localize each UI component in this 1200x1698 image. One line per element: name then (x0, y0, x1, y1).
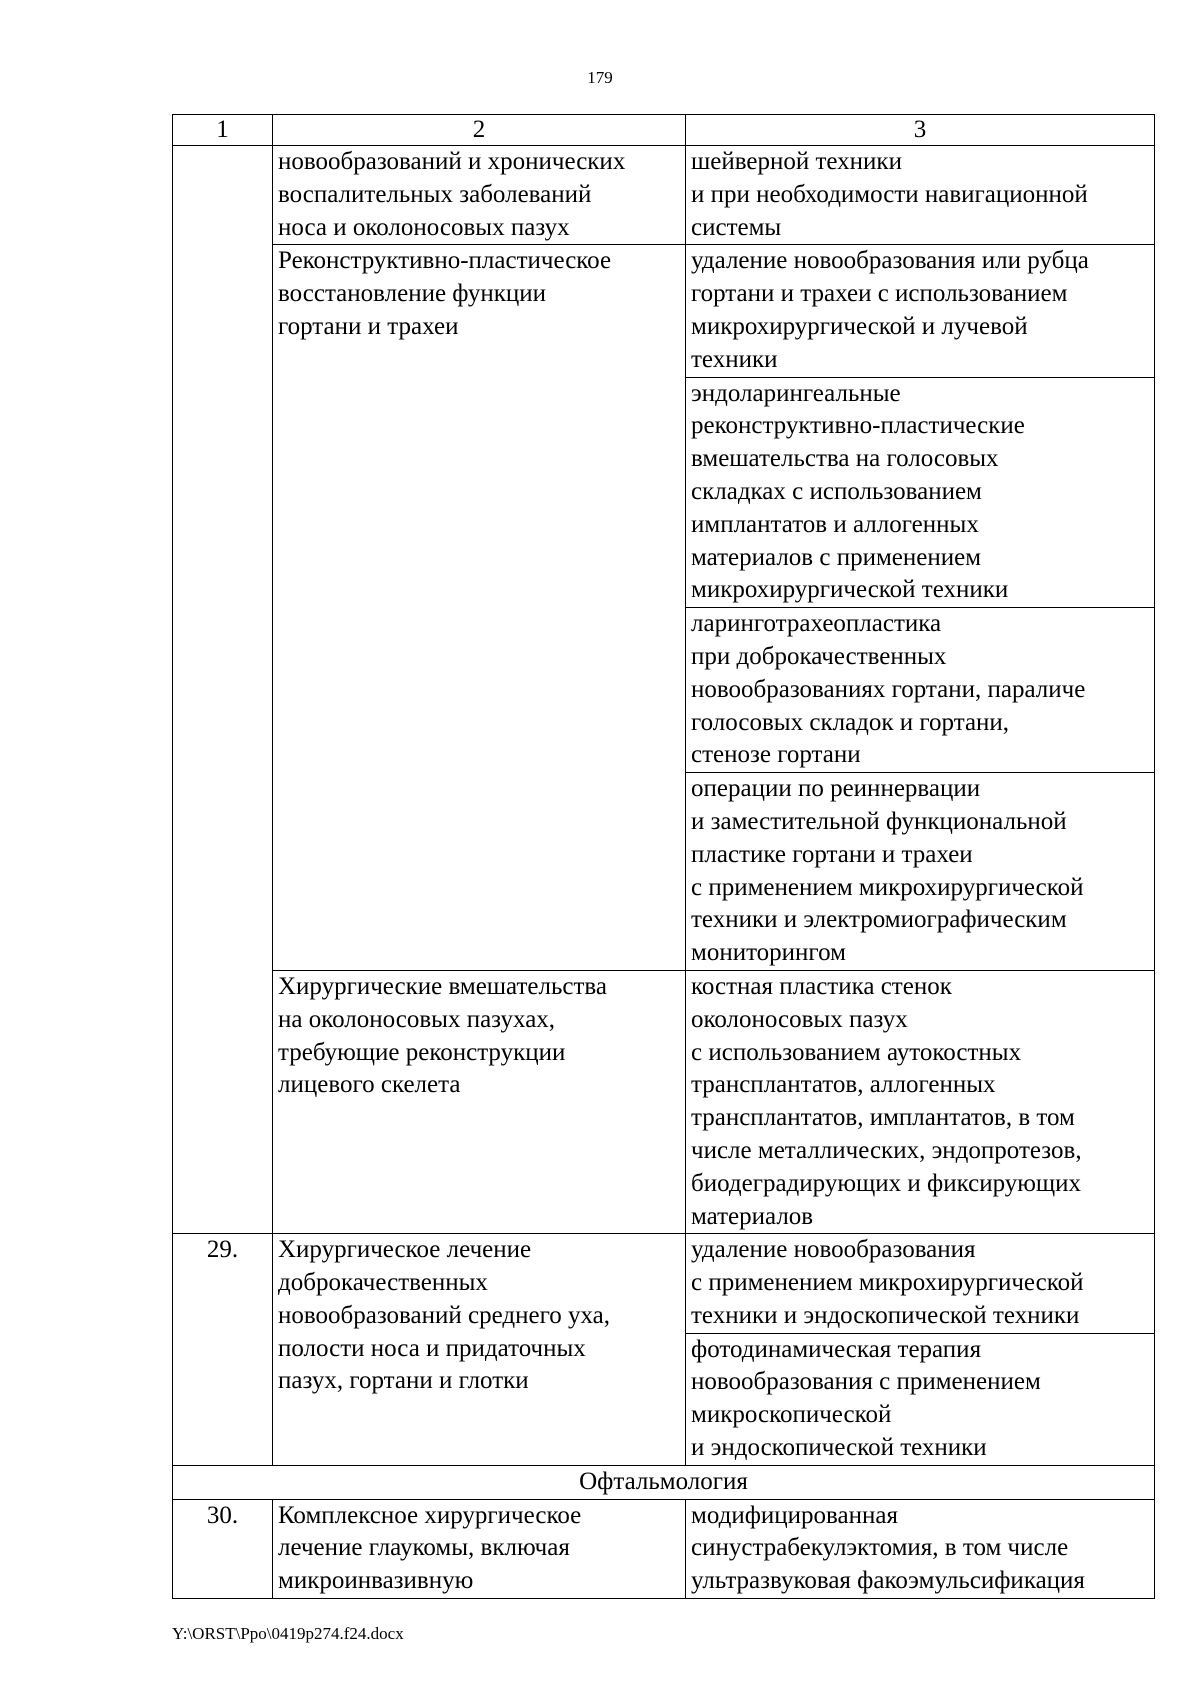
method-cell: эндоларингеальные реконструктивно-пластические вмешательства на голосовых складках с использованием имплантатов и аллогенных материалов с применением микрохирургической техники (686, 377, 1155, 608)
method-cell: удаление новообразования с применением микрохирургической техники и эндоскопической техники (686, 1234, 1155, 1333)
row-number-cell (173, 146, 273, 1234)
row-number-cell: 30. (173, 1499, 273, 1598)
table-row (173, 970, 1155, 1233)
column-header-1: 1 (173, 115, 273, 146)
row-number-cell: 29. (173, 1234, 273, 1466)
treatment-name-cell: Реконструктивно-пластическое восстановление функции гортани и трахеи (273, 245, 686, 971)
method-cell: удаление новообразования или рубца гортани и трахеи с использованием микрохирургической и лучевой техники (686, 245, 1155, 377)
table-row (173, 1234, 1155, 1333)
table-row (173, 146, 1155, 245)
section-heading: Офтальмология (173, 1465, 1155, 1499)
method-cell: шейверной техники и при необходимости навигационной системы (686, 146, 1155, 245)
page-number: 179 (587, 68, 613, 87)
treatment-name-cell: Хирургическое лечение доброкачественных новообразований среднего уха, полости носа и придаточных пазух, гортани и глотки (273, 1234, 686, 1466)
column-header-2: 2 (273, 115, 686, 146)
treatment-name-cell: Комплексное хирургическое лечение глаукомы, включая микроинвазивную (273, 1499, 686, 1598)
table-row (173, 245, 1155, 377)
file-path-footer: Y:\ORST\Ppo\0419p274.f24.docx (172, 1624, 404, 1643)
method-cell: модифицированная синустрабекулэктомия, в том числе ультразвуковая факоэмульсификация (686, 1499, 1155, 1598)
method-cell: операции по реиннервации и заместительной функциональной пластике гортани и трахеи с применением микрохирургической техники и электромиографическим мониторингом (686, 773, 1155, 971)
method-cell: костная пластика стенок околоносовых пазух с использованием аутокостных трансплантатов, аллогенных трансплантатов, имплантатов, в том числе металлических, эндопротезов, биодеградирующих и фиксирующих материалов (686, 970, 1155, 1233)
method-cell: ларинготрахеопластика при доброкачественных новообразованиях гортани, параличе голосовых складок и гортани, стенозе гортани (686, 608, 1155, 773)
treatment-name-cell: Хирургические вмешательства на околоносовых пазухах, требующие реконструкции лицевого скелета (273, 970, 686, 1233)
procedures-table (172, 114, 1155, 1599)
header-row (173, 115, 1155, 146)
treatment-name-cell: новообразований и хронических воспалительных заболеваний носа и околоносовых пазух (273, 146, 686, 245)
section-row (173, 1465, 1155, 1499)
table-row (173, 1499, 1155, 1598)
column-header-3: 3 (686, 115, 1155, 146)
method-cell: фотодинамическая терапия новообразования с применением микроскопической и эндоскопической техники (686, 1333, 1155, 1465)
